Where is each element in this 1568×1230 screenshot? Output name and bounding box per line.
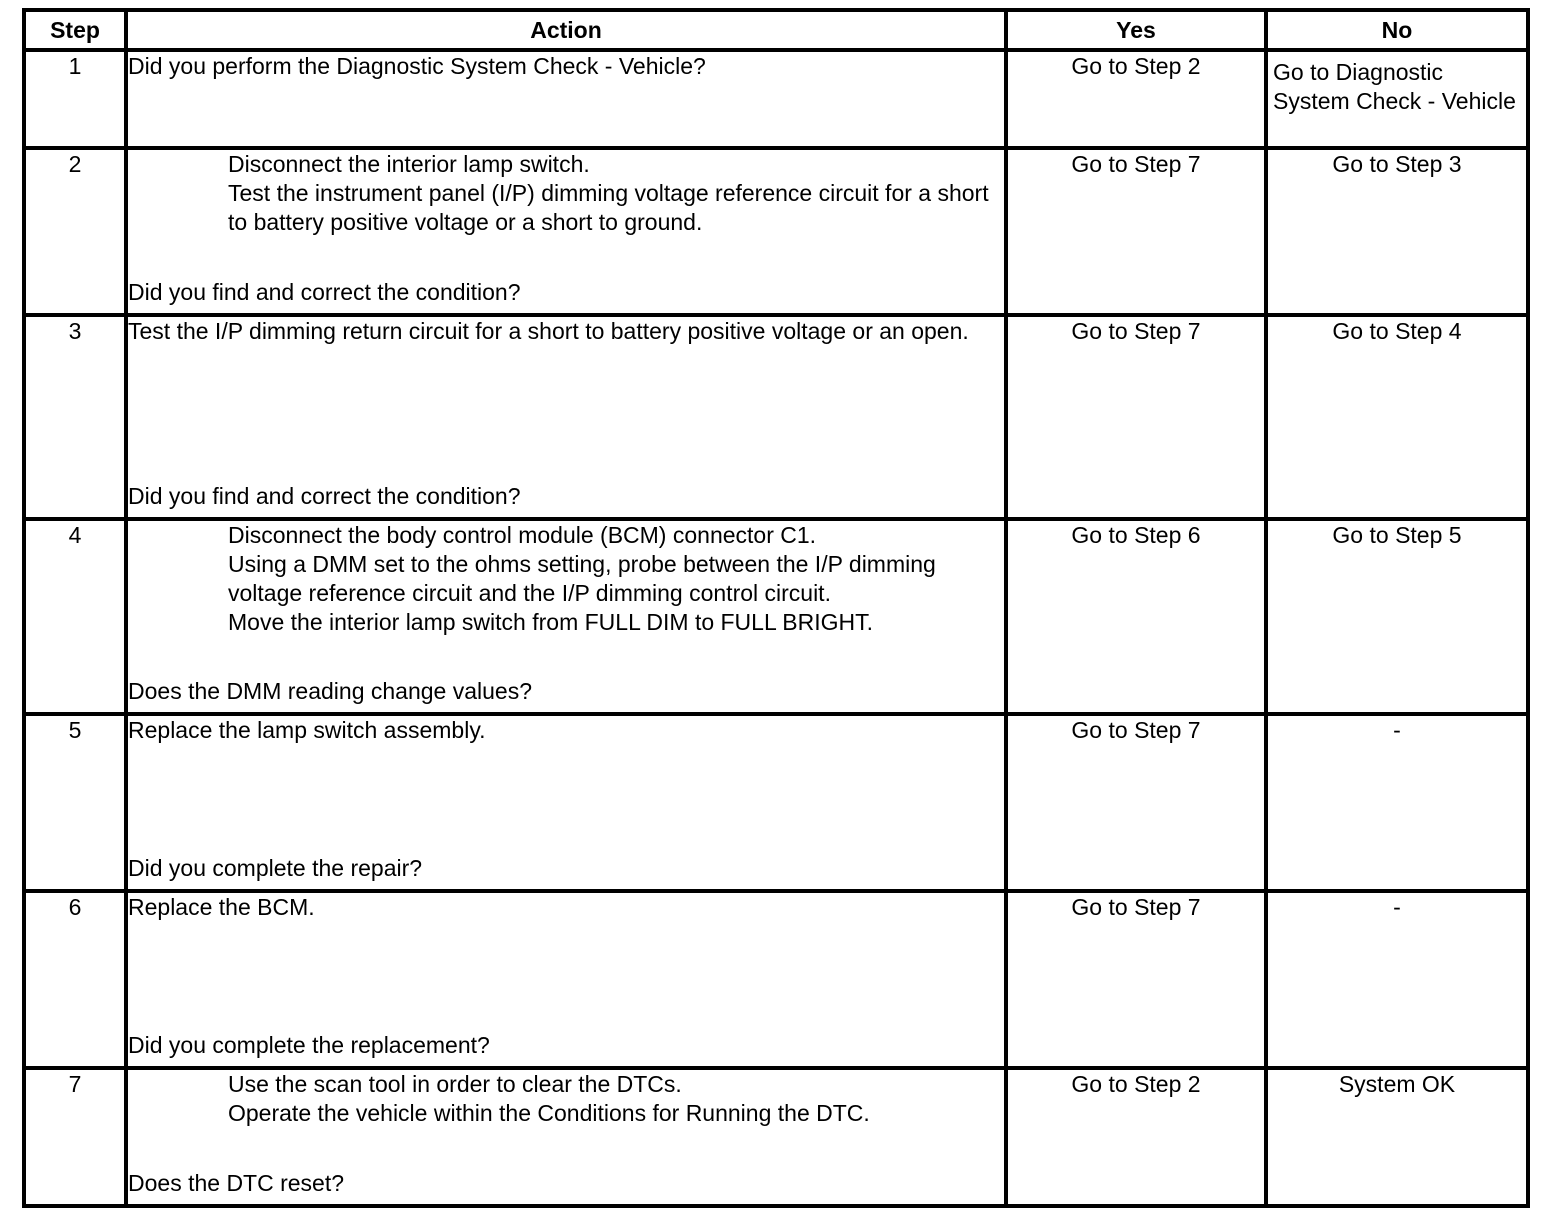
action-step: Use the scan tool in order to clear the DTCs. [228,1071,682,1097]
yes-cell: Go to Step 7 [1006,714,1266,891]
action-step: Operate the vehicle within the Conditions for Running the DTC. [228,1100,870,1126]
header-no: No [1266,10,1528,50]
action-question: Does the DTC reset? [128,1170,345,1196]
table-row [24,714,1528,891]
header-row [24,10,1528,50]
yes-cell: Go to Step 2 [1006,1068,1266,1206]
yes-cell: Go to Step 7 [1006,315,1266,519]
action-instruction: Test the I/P dimming return circuit for a short to battery positive voltage or an open. [128,318,969,344]
no-cell: Go to Step 5 [1266,519,1528,714]
header-yes: Yes [1006,10,1266,50]
table-row [24,891,1528,1068]
yes-cell: Go to Step 2 [1006,50,1266,148]
action-cell [126,50,1006,148]
action-step: Disconnect the body control module (BCM) connector C1. [228,522,817,548]
no-cell: System OK [1266,1068,1528,1206]
yes-cell: Go to Step 7 [1006,891,1266,1068]
no-cell: Go to Diagnostic System Check - Vehicle [1266,50,1528,148]
header-step: Step [24,10,126,50]
action-step: Disconnect the interior lamp switch. [228,151,590,177]
action-step: Using a DMM set to the ohms setting, probe between the I/P dimming voltage reference circuit and the I/P dimming control circuit. [228,551,936,606]
action-cell [126,148,1006,315]
action-steps [128,150,1004,237]
step-number: 2 [24,148,126,315]
action-cell [126,315,1006,519]
no-cell: Go to Step 4 [1266,315,1528,519]
step-number: 5 [24,714,126,891]
no-cell: - [1266,714,1528,891]
table-row [24,519,1528,714]
action-step: Move the interior lamp switch from FULL DIM to FULL BRIGHT. [228,609,874,635]
action-cell [126,519,1006,714]
table-row [24,148,1528,315]
action-cell [126,891,1006,1068]
action-question: Did you find and correct the condition? [128,279,521,305]
action-cell [126,1068,1006,1206]
diagnostic-table [22,8,1530,1208]
action-instruction: Replace the BCM. [128,894,315,920]
step-number: 4 [24,519,126,714]
step-number: 3 [24,315,126,519]
header-action: Action [126,10,1006,50]
no-cell: - [1266,891,1528,1068]
table-row [24,315,1528,519]
action-instruction: Replace the lamp switch assembly. [128,717,486,743]
action-cell [126,714,1006,891]
table-row [24,1068,1528,1206]
action-question: Did you find and correct the condition? [128,483,521,509]
action-question: Did you complete the repair? [128,855,423,881]
action-question: Did you complete the replacement? [128,1032,490,1058]
step-number: 7 [24,1068,126,1206]
no-cell: Go to Step 3 [1266,148,1528,315]
action-steps [128,521,1004,637]
action-step: Test the instrument panel (I/P) dimming voltage reference circuit for a short to battery positive voltage or a short to ground. [228,180,989,235]
step-number: 1 [24,50,126,148]
yes-cell: Go to Step 6 [1006,519,1266,714]
action-steps [128,1070,1004,1128]
action-question: Did you perform the Diagnostic System Check - Vehicle? [128,53,706,79]
yes-cell: Go to Step 7 [1006,148,1266,315]
step-number: 6 [24,891,126,1068]
table-row [24,50,1528,148]
action-question: Does the DMM reading change values? [128,678,533,704]
